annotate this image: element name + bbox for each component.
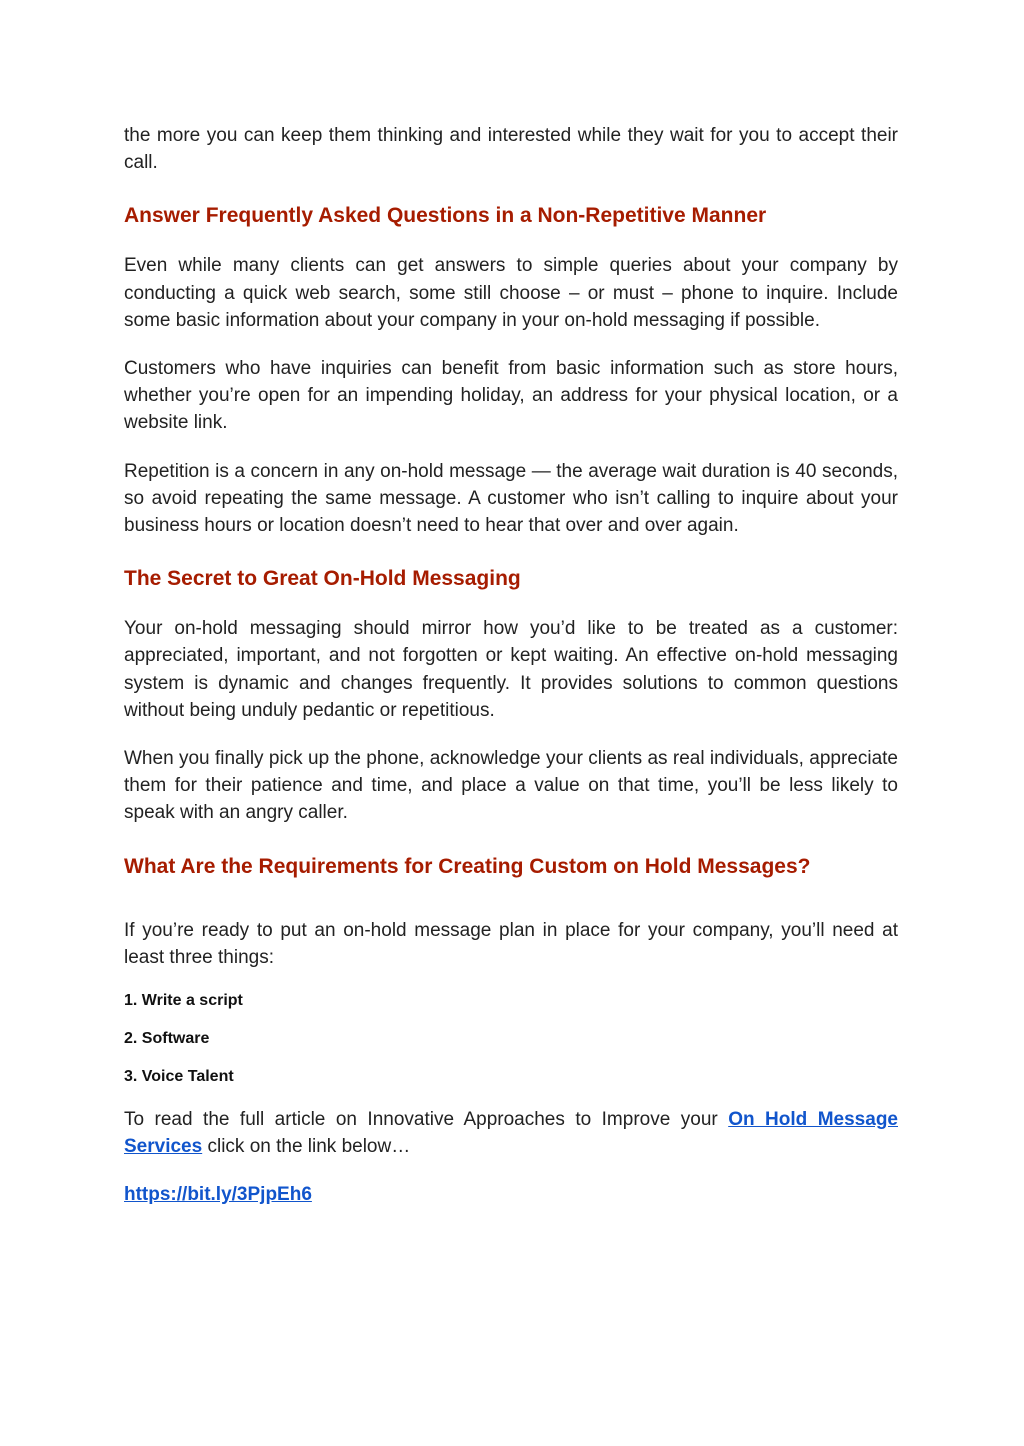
short-url-paragraph [124,1181,898,1208]
faq-paragraph-3: Repetition is a concern in any on-hold message — the average wait duration is 40 seconds, so avoid repeating the same message. A customer who isn’t calling to inquire about your business hours or location doesn’t need to hear that over and over again. [124,460,898,537]
closing-paragraph [124,1106,898,1160]
secret-paragraph-2: When you finally pick up the phone, acknowledge your clients as real individuals, appreciate them for their patience and time, and place a value on that time, you’ll be less likely to speak with an angry caller. [124,748,898,824]
faq-paragraph-1: Even while many clients can get answers to simple queries about your company by conducting a quick web search, some still choose – or must – phone to inquire. Include some basic information about your company in your on-hold messaging if possible. [124,255,898,331]
closing-text-before-link: To read the full article on Innovative Approaches to Improve your [124,1109,729,1131]
secret-paragraph-1: Your on-hold messaging should mirror how you’d like to be treated as a customer: appreciated, important, and not forgotten or kept waiting. An effective on-hold messaging system is dynamic and changes frequently. It provides solutions to common questions without being unduly pedantic or repetitious. [124,618,898,721]
section-heading-faq: Answer Frequently Asked Questions in a Non-Repetitive Manner [124,204,767,228]
requirements-intro-paragraph: If you’re ready to put an on-hold message plan in place for your company, you’ll need at least three things: [124,919,898,968]
section-heading-requirements: What Are the Requirements for Creating Custom on Hold Messages? [124,854,811,878]
section-heading-secret: The Secret to Great On-Hold Messaging [124,567,521,591]
closing-text-after-link: click on the link below… [202,1136,411,1158]
intro-paragraph: the more you can keep them thinking and interested while they wait for you to accept their call. [124,125,898,174]
requirement-item-voice-talent: 3. Voice Talent [124,1068,234,1086]
short-url-link[interactable]: https://bit.ly/3PjpEh6 [124,1184,312,1206]
document-page [124,122,898,1209]
on-hold-message-services-link[interactable]: On Hold Message Services [124,1109,898,1158]
requirement-item-script: 1. Write a script [124,992,243,1010]
requirement-item-software: 2. Software [124,1030,210,1048]
faq-paragraph-2: Customers who have inquiries can benefit from basic information such as store hours, whether you’re open for an impending holiday, an address for your physical location, or a website link. [124,358,898,434]
